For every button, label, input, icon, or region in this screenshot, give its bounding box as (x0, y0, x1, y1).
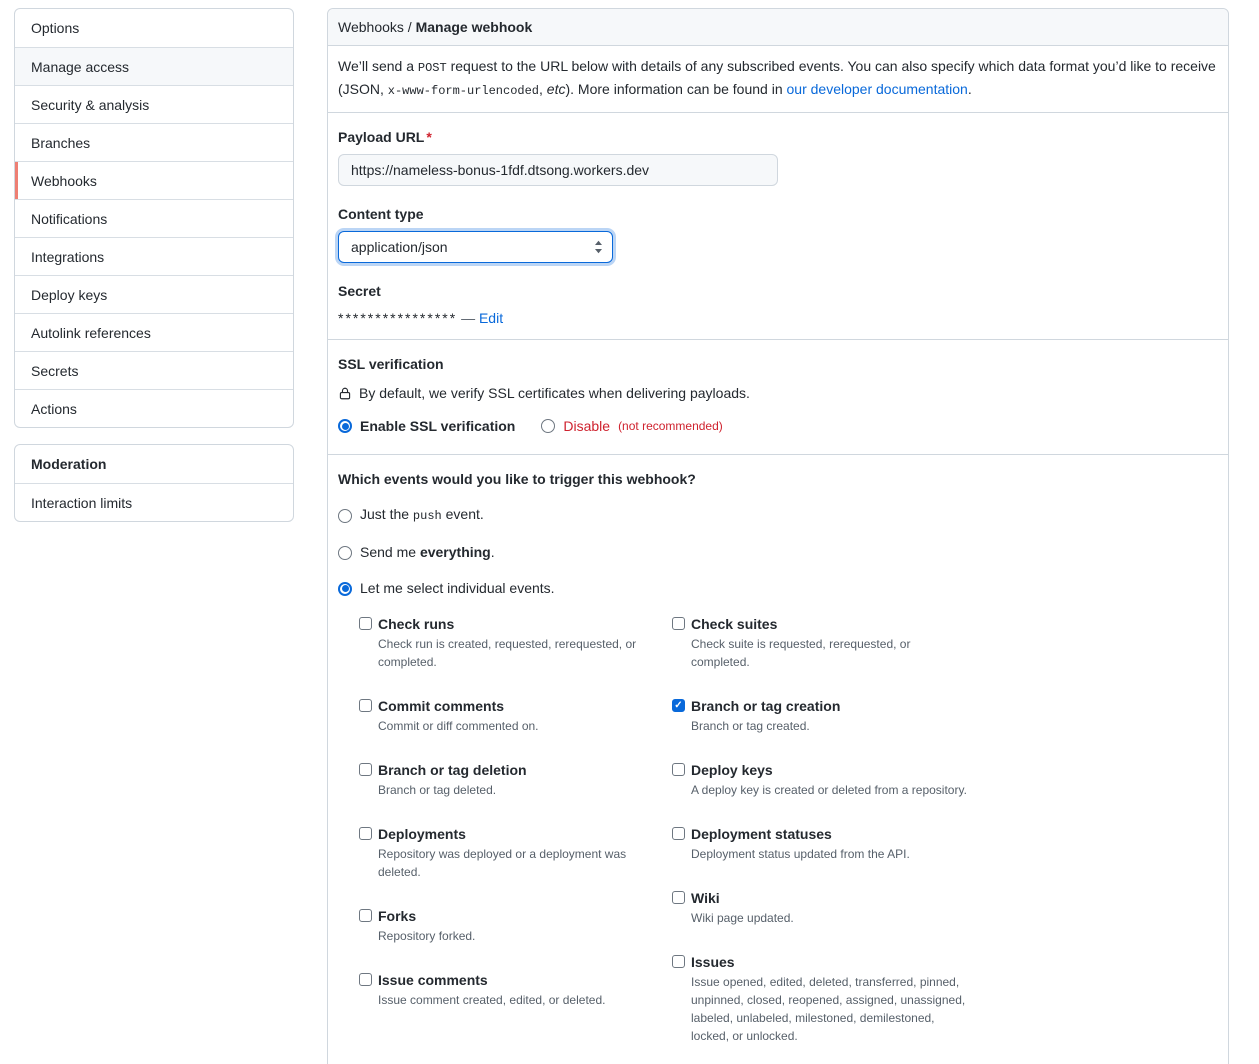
commit-comments-checkbox[interactable] (359, 699, 372, 712)
content-type-select[interactable] (338, 231, 613, 263)
ssl-disable-radio[interactable] (541, 419, 555, 433)
event-desc: Repository forked. (378, 929, 476, 943)
ssl-note-text: By default, we verify SSL certificates when delivering payloads. (359, 385, 750, 401)
lock-icon (338, 386, 352, 401)
sidebar-item-manage-access[interactable]: Manage access (15, 47, 293, 85)
forks-checkbox[interactable] (359, 909, 372, 922)
event-desc: Issue opened, edited, deleted, transferred, pinned, unpinned, closed, reopened, assigned, unassigned, labeled, unlabeled, milestoned, demilestoned, locked, or unlocked. (691, 975, 966, 1043)
event-title[interactable]: Issue comments (378, 972, 488, 988)
sidebar-item-security-analysis[interactable]: Security & analysis (15, 85, 293, 123)
events-left-column (359, 614, 672, 1064)
secret-masked-value: **************** (338, 310, 458, 326)
secret-edit-link[interactable]: Edit (478, 310, 504, 326)
event-desc: Branch or tag deleted. (378, 783, 497, 797)
event-title[interactable]: Forks (378, 908, 417, 924)
sidebar-item-options[interactable]: Options (31, 20, 80, 36)
everything-radio[interactable] (338, 546, 352, 560)
event-title[interactable]: Deployment statuses (691, 826, 832, 842)
content-type-selected-value: application/json (351, 239, 448, 255)
event-issue-comments (359, 970, 672, 1009)
manage-webhook-panel (327, 8, 1229, 1064)
ssl-verification-section (328, 340, 1228, 455)
branch-tag-creation-checkbox[interactable] (672, 699, 685, 712)
developer-documentation-link[interactable]: our developer documentation (786, 81, 968, 97)
ssl-enable-radio[interactable] (338, 419, 352, 433)
event-option-just-push (338, 504, 1218, 527)
event-branch-tag-creation (672, 696, 985, 735)
breadcrumb (328, 9, 1228, 46)
event-title[interactable]: Check runs (378, 616, 455, 632)
payload-url-label: Payload URL * (338, 129, 432, 145)
content-type-label: Content type (338, 206, 424, 222)
event-forks (359, 906, 672, 945)
deployment-statuses-checkbox[interactable] (672, 827, 685, 840)
sidebar-item-branches[interactable]: Branches (15, 123, 293, 161)
intro-etc: etc (546, 81, 566, 97)
settings-sidebar (14, 8, 294, 1064)
just-push-radio[interactable] (338, 509, 352, 523)
ssl-disable-option (541, 418, 722, 434)
ssl-radio-group (338, 418, 1218, 434)
event-desc: A deploy key is created or deleted from a repository. (691, 783, 967, 797)
secret-dash: — (461, 310, 476, 326)
check-runs-checkbox[interactable] (359, 617, 372, 630)
events-section (328, 455, 1228, 1064)
event-title[interactable]: Issues (691, 954, 735, 970)
event-option-everything (338, 542, 1218, 563)
event-desc: Check suite is requested, rerequested, or completed. (691, 637, 911, 669)
event-deployments (359, 824, 672, 881)
branch-tag-deletion-checkbox[interactable] (359, 763, 372, 776)
event-commit-comments (359, 696, 672, 735)
individual-events-radio[interactable] (338, 582, 352, 596)
event-title[interactable]: Deploy keys (691, 762, 773, 778)
deployments-checkbox[interactable] (359, 827, 372, 840)
event-wiki (672, 888, 985, 927)
sidebar-item-webhooks[interactable]: Webhooks (15, 161, 293, 199)
webhook-form-section (328, 113, 1228, 340)
sidebar-item-secrets[interactable]: Secrets (15, 351, 293, 389)
breadcrumb-separator: / (403, 19, 416, 35)
intro-part5: . (967, 81, 972, 97)
event-title[interactable]: Commit comments (378, 698, 505, 714)
wiki-checkbox[interactable] (672, 891, 685, 904)
secret-row (338, 308, 1218, 329)
payload-url-group (338, 127, 1218, 186)
events-question: Which events would you like to trigger this webhook? (338, 471, 696, 487)
sidebar-item-deploy-keys[interactable]: Deploy keys (15, 275, 293, 313)
just-push-label[interactable]: Just the push event. (360, 506, 484, 523)
event-issues (672, 952, 985, 1045)
intro-part4: ). More information can be found in (565, 81, 787, 97)
event-title[interactable]: Branch or tag deletion (378, 762, 527, 778)
ssl-disable-label[interactable]: Disable (563, 418, 611, 434)
event-desc: Commit or diff commented on. (378, 719, 539, 733)
event-deploy-keys (672, 760, 985, 799)
ssl-disable-note: (not recommended) (618, 419, 723, 433)
event-title[interactable]: Deployments (378, 826, 466, 842)
intro-code-post: POST (417, 61, 447, 75)
intro-code-urlencoded: x-www-form-urlencoded (387, 84, 540, 98)
sidebar-item-integrations[interactable]: Integrations (15, 237, 293, 275)
event-title[interactable]: Check suites (691, 616, 778, 632)
event-branch-tag-deletion (359, 760, 672, 799)
issue-comments-checkbox[interactable] (359, 973, 372, 986)
event-desc: Deployment status updated from the API. (691, 847, 910, 861)
push-code: push (412, 509, 442, 523)
secret-group (338, 281, 1218, 329)
issues-checkbox[interactable] (672, 955, 685, 968)
event-title[interactable]: Wiki (691, 890, 720, 906)
event-deployment-statuses (672, 824, 985, 863)
individual-events-label[interactable]: Let me select individual events. (360, 580, 555, 596)
page-title: Manage webhook (415, 19, 533, 35)
deploy-keys-checkbox[interactable] (672, 763, 685, 776)
event-option-individual (338, 578, 1218, 599)
moderation-nav (14, 444, 294, 522)
payload-url-input[interactable] (338, 154, 778, 186)
ssl-heading: SSL verification (338, 356, 444, 372)
event-desc: Repository was deployed or a deployment was deleted. (378, 847, 627, 879)
event-check-runs (359, 614, 672, 671)
event-desc: Issue comment created, edited, or deleted. (378, 993, 606, 1007)
sidebar-item-autolink-references[interactable]: Autolink references (15, 313, 293, 351)
sidebar-item-actions[interactable]: Actions (15, 389, 293, 427)
sidebar-item-interaction-limits[interactable]: Interaction limits (15, 483, 293, 521)
everything-label[interactable]: Send me everything. (360, 544, 495, 560)
secret-label: Secret (338, 283, 381, 299)
event-desc: Wiki page updated. (691, 911, 794, 925)
event-desc: Branch or tag created. (691, 719, 810, 733)
intro-text (328, 46, 1228, 113)
intro-part1: We’ll send a (338, 58, 418, 74)
event-check-suites (672, 614, 985, 671)
events-grid (359, 614, 1218, 1064)
ssl-enable-label[interactable]: Enable SSL verification (360, 418, 516, 434)
ssl-note-row (338, 383, 1218, 404)
sidebar-item-notifications[interactable]: Notifications (15, 199, 293, 237)
moderation-header: Moderation (31, 456, 107, 472)
event-title[interactable]: Branch or tag creation (691, 698, 841, 714)
chevron-up-down-icon (594, 240, 603, 254)
breadcrumb-webhooks-link[interactable]: Webhooks (338, 19, 404, 35)
check-suites-checkbox[interactable] (672, 617, 685, 630)
intro-part3: , (539, 81, 547, 97)
ssl-enable-option (338, 418, 515, 434)
content-type-group (338, 204, 1218, 263)
required-asterisk: * (426, 129, 432, 145)
settings-nav (14, 8, 294, 428)
intro-part2: request to the URL below with details of any subscribed events. You can also specify which data format you’d like to receive (JSON, (338, 58, 1216, 97)
events-right-column (672, 614, 985, 1064)
event-desc: Check run is created, requested, rerequested, or completed. (378, 637, 637, 669)
